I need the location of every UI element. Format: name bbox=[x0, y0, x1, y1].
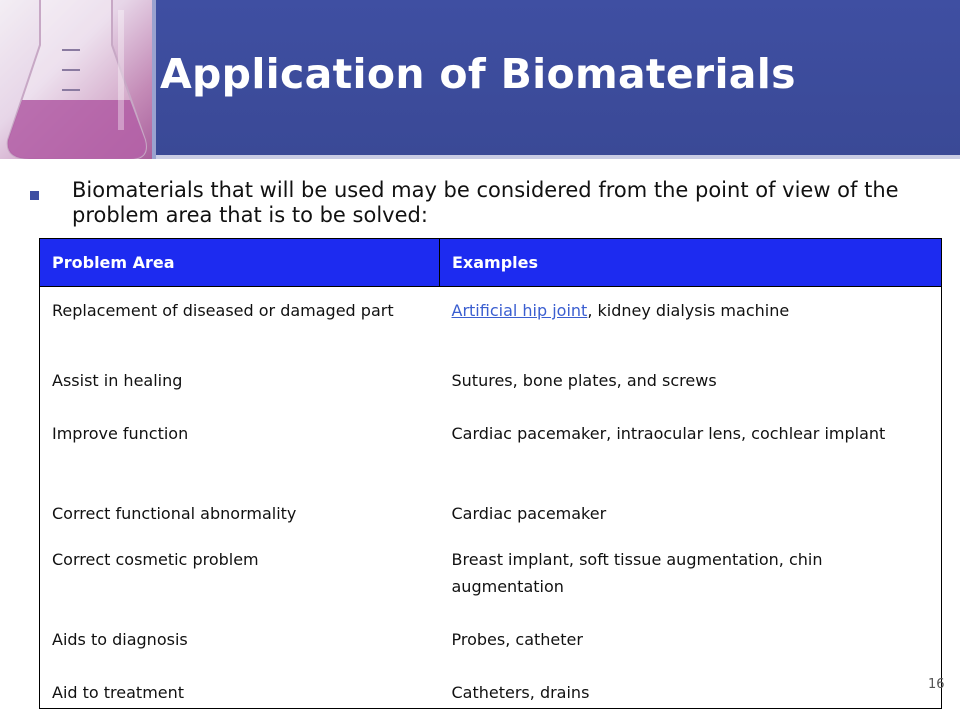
table-row bbox=[40, 420, 942, 500]
problem-area-cell: Correct cosmetic problem bbox=[40, 546, 440, 626]
slide-title: Application of Biomaterials bbox=[160, 50, 796, 98]
flask-illustration bbox=[0, 0, 152, 159]
problem-area-cell: Assist in healing bbox=[40, 367, 440, 420]
table-row bbox=[40, 287, 942, 367]
problem-area-table bbox=[39, 238, 942, 709]
problem-area-cell: Correct functional abnormality bbox=[40, 500, 440, 546]
examples-cell: Cardiac pacemaker bbox=[440, 500, 942, 546]
problem-area-cell: Replacement of diseased or damaged part bbox=[40, 287, 440, 367]
examples-cell: Probes, catheter bbox=[440, 626, 942, 679]
examples-cell: Catheters, drains bbox=[440, 679, 942, 709]
header-examples: Examples bbox=[440, 239, 942, 287]
artificial-hip-joint-link[interactable]: Artificial hip joint bbox=[451, 301, 588, 320]
examples-cell: Cardiac pacemaker, intraocular lens, cochlear implant bbox=[440, 420, 942, 500]
bullet-square-icon bbox=[30, 191, 39, 200]
flask-image bbox=[0, 0, 156, 159]
table-header-row bbox=[40, 239, 942, 287]
examples-text: , kidney dialysis machine bbox=[587, 301, 790, 320]
page-number: 16 bbox=[928, 677, 945, 692]
header-problem-area: Problem Area bbox=[40, 239, 440, 287]
examples-cell: Sutures, bone plates, and screws bbox=[440, 367, 942, 420]
table-row bbox=[40, 626, 942, 679]
table-row bbox=[40, 367, 942, 420]
problem-area-cell: Aids to diagnosis bbox=[40, 626, 440, 679]
bullet-text: Biomaterials that will be used may be considered from the point of view of the problem area that is to be solved: bbox=[72, 178, 899, 227]
bullet-point bbox=[30, 178, 930, 228]
table-row bbox=[40, 500, 942, 546]
problem-area-cell: Improve function bbox=[40, 420, 440, 500]
examples-cell: Breast implant, soft tissue augmentation, chin augmentation bbox=[440, 546, 942, 626]
examples-cell bbox=[440, 287, 942, 367]
problem-area-cell: Aid to treatment bbox=[40, 679, 440, 709]
table-row bbox=[40, 546, 942, 626]
table-row bbox=[40, 679, 942, 709]
